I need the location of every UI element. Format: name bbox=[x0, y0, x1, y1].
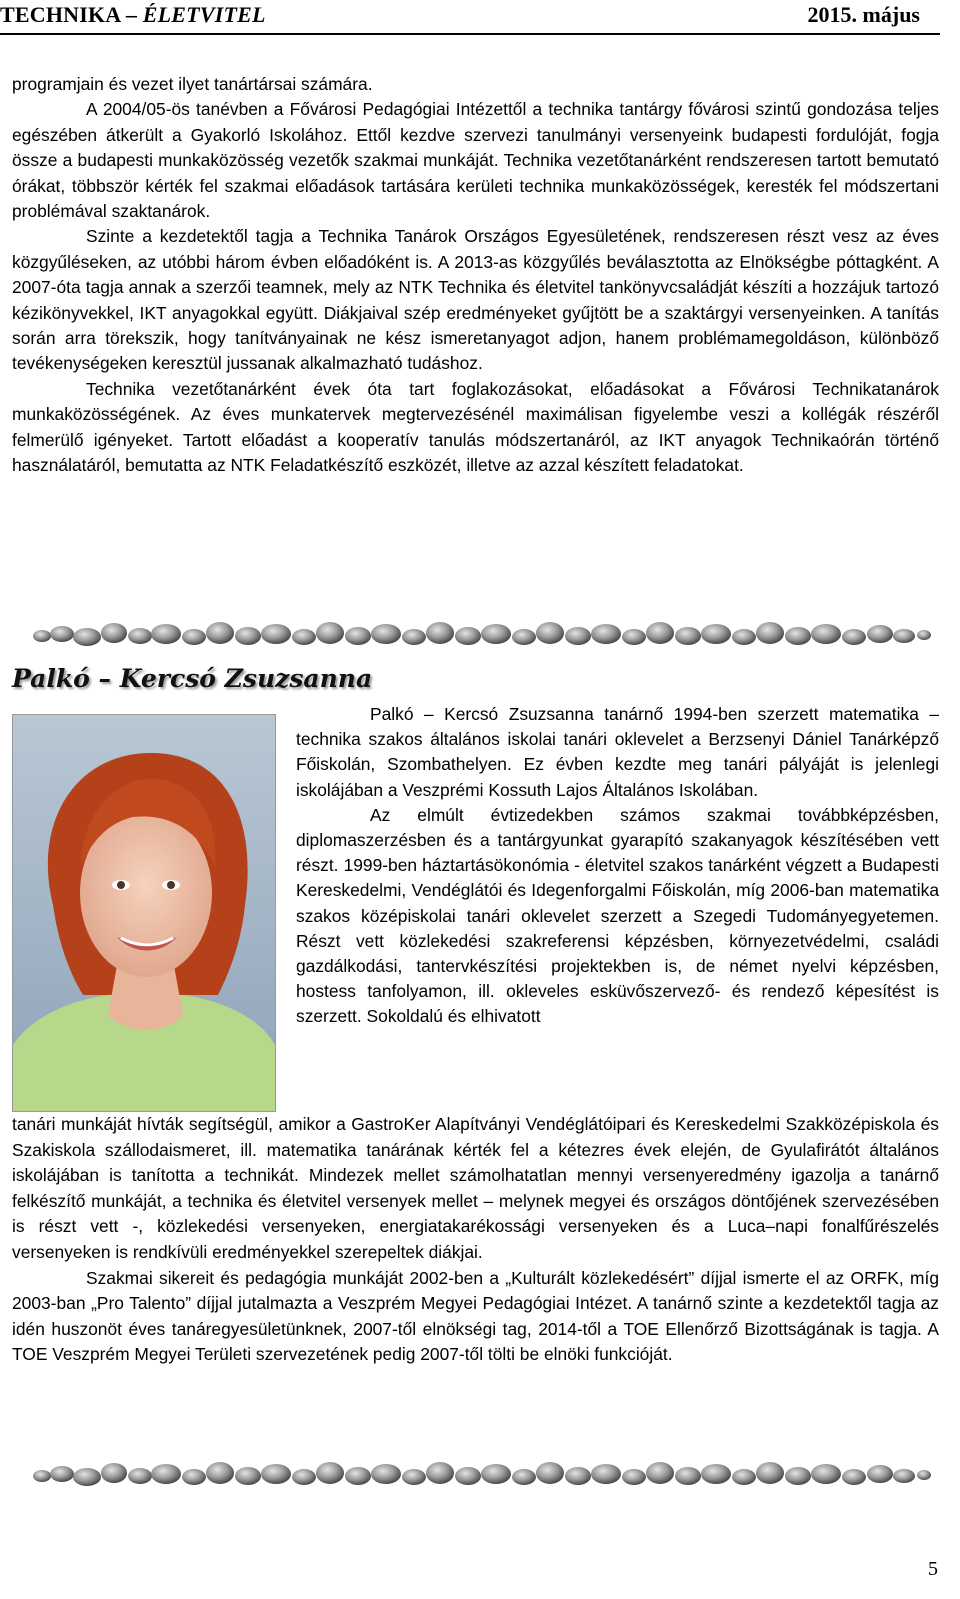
paragraph: Szakmai sikereit és pedagógia munkáját 2002-ben a „Kulturált közlekedésért” díjjal ismerte el az ORFK, míg 2003-ban „Pro Talento” díjjal jutalmazta a Veszprém Megyei Pedagógiai Intézet. A tanárnő szinte a kezdetektől tagja az idén huszonöt éves tanáregyesületünknek, 2007-től elnökségi tag, 2014-től a TOE Ellenőrző Bizottságának is tagja. A TOE Veszprém Megyei Területi szervezetének pedig 2007-től tölti be elnöki funkcióját. bbox=[12, 1267, 939, 1365]
profile-bio-side bbox=[296, 702, 939, 1030]
paragraph-continuation: tanári munkáját hívták segítségül, amikor a GastroKer Alapítványi Vendéglátóipari és Kereskedelmi Szakközépiskola és Szakiskola szállodaismeret, ill. matematika tanárának kérték fel a kétezres évek elején, de Gyulafirátót általános iskolájában is tanította a technikát. Mindezek mellet számolhatatlan mennyi versenyeredmény igazolja a tanárnő felkészítő munkáját, a technika és életvitel versenyek mellet – melynek megyei és országos döntőjének szervezésében is részt vett -, közlekedési versenyeken, energiatakarékossági versenyeken és a Luca–napi fonalfűrészelés versenyeken is rendkívüli eredményekkel szerepeltek diákjai. bbox=[12, 1114, 939, 1262]
profile-bio-full bbox=[12, 1112, 939, 1368]
running-title bbox=[0, 2, 266, 28]
paragraph-continuation: programjain és vezet ilyet tanártársai számára. bbox=[12, 74, 373, 94]
paragraph: Az elmúlt évtizedekben számos szakmai továbbképzésben, diplomaszerzésben és a tantárgyunkat gyarapító szakanyagok készítésében vett részt. 1999-ben háztartásökonómia - életvitel szakos tanárként végzett a Budapesti Kereskedelmi, Vendéglátói és Idegenforgalmi Főiskolán, míg 2006-ban matematika szakos középiskolai tanári oklevelet szerzett a Szegedi Tudományegyetemen. Részt vett közlekedési szakreferensi képzésben, környezetvédelmi, családi gazdálkodási, tantervkészítési projektekben is, de német nyelvi képzésben, hostess tanfolyamon, ill. okleveles esküvőszervező- és rendező képesítést is szerzett. Sokoldalú és elhivatott bbox=[296, 804, 939, 1027]
portrait-photo bbox=[12, 714, 276, 1112]
paragraph: Szinte a kezdetektől tagja a Technika Tanárok Országos Egyesületének, rendszeresen részt vesz az éves közgyűléseken, az utóbbi három évben előadóként is. A 2013-as közgyűlés beválasztotta az Elnökségbe póttagként. A 2007-óta tagja annak a szerzői teamnek, mely az NTK Technika és életvitel tankönyvcsaládját készíti a hozzájuk tartozó kézikönyvekkel, IKT anyagokkal együtt. Diákjaival szép eredményeket gyűjtött be a szaktárgyi versenyeinken. A tanítás során arra törekszik, hogy tanítványainak ne kész ismeretanyagot adjon, hanem problémamegoldáson, különböző tevékenységeken keresztül jussanak alkalmazható tudáshoz. bbox=[12, 226, 939, 374]
header-rule bbox=[0, 33, 940, 35]
page-header bbox=[0, 0, 960, 34]
pebble-divider bbox=[32, 618, 932, 652]
paragraph: A 2004/05-ös tanévben a Fővárosi Pedagógiai Intézettől a technika tantárgy fővárosi szintű gondozása teljes egészében átkerült a Gyakorló Iskolához. Ettől kezdve szervezi tanulmányi versenyeink budapesti fordulóját, fogja össze a budapesti munkaközösség vezetők szakmai munkáját. Technika vezetőtanárként rendszeresen tartott bemutató órákat, többször kérték fel szakmai előadások tartására kerületi technika munkaközösségek, keresték fel módszertani problémával szaktanárok. bbox=[12, 99, 939, 222]
paragraph: Palkó – Kercsó Zsuzsanna tanárnő 1994-ben szerzett matematika – technika szakos általános iskolai tanári oklevelet a Berzsenyi Dániel Tanárképző Főiskolán, Szombathelyen. Ez évben kezdte meg tanári pályáját is jelenlegi iskolájában a Veszprémi Kossuth Lajos Általános Iskolában. bbox=[296, 704, 939, 800]
profile-name: Palkó – Kercsó Zsuzsanna bbox=[12, 664, 373, 693]
paragraph: Technika vezetőtanárként évek óta tart foglakozásokat, előadásokat a Fővárosi Technikatanárok munkaközösségének. Az éves munkatervek megtervezésénél maximálisan figyelembe veszi a kollégák részéről felmerülő igényeket. Tartott előadást a kooperatív tanulás módszertanáról, az IKT anyagok Technikaórán történő használatáról, bemutatta az NTK Feladatkészítő eszközét, illetve az azzal készített feladatokat. bbox=[12, 378, 939, 476]
issue-date: 2015. május bbox=[807, 2, 920, 27]
running-title-main: TECHNIKA – bbox=[0, 2, 143, 27]
running-title-italic: ÉLETVITEL bbox=[142, 2, 266, 27]
page-number: 5 bbox=[928, 1558, 938, 1580]
article-top-text bbox=[12, 72, 939, 479]
pebble-divider bbox=[32, 1458, 932, 1492]
